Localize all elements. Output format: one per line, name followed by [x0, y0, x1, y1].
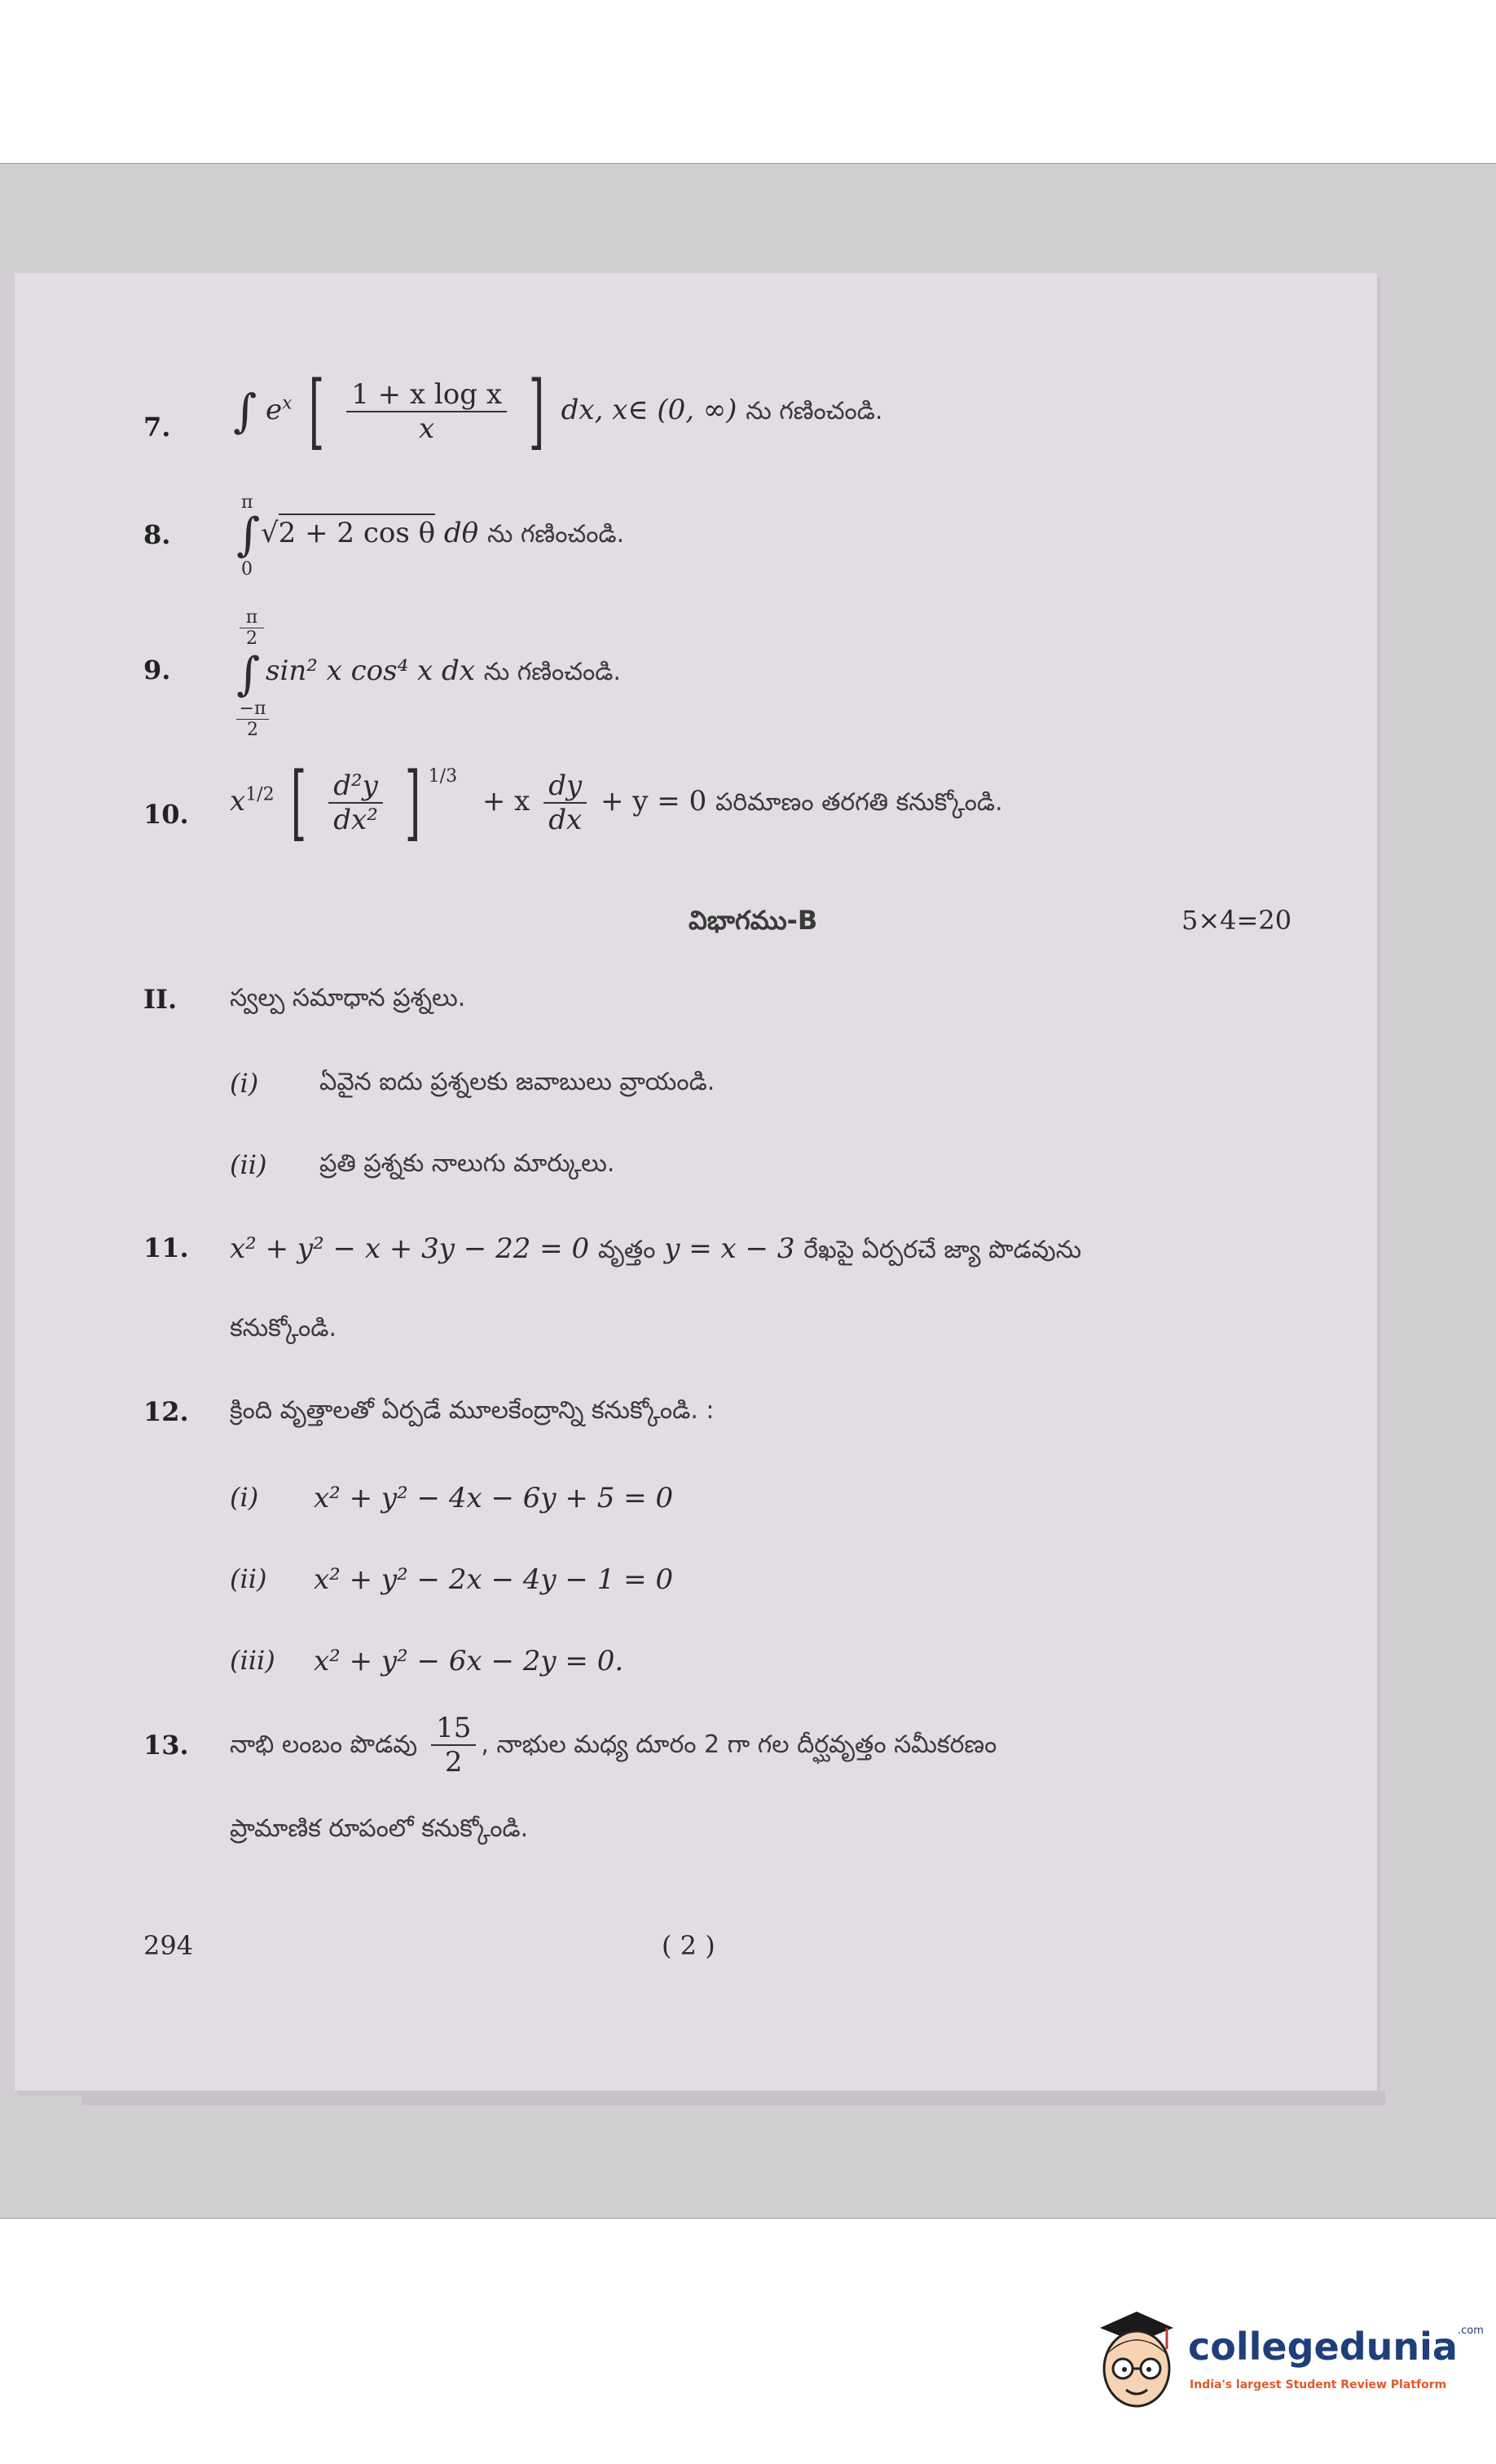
- instructions-heading: స్వల్ప సమాధాన ప్రశ్నలు.: [230, 984, 466, 1012]
- q10-instruction: పరిమాణం తరగతి కనుక్కోండి.: [715, 788, 1003, 817]
- q9-lower-den: 2: [236, 719, 269, 740]
- q10-x-exponent: 1/2: [245, 784, 275, 805]
- question-7: [233, 364, 883, 459]
- q8-differential: dθ: [443, 517, 479, 549]
- brand-text: collegedunia: [1188, 2325, 1458, 2369]
- instruction-i-text: ఏవైన ఐదు ప్రశ్నలకు జవాబులు వ్రాయండి.: [319, 1068, 715, 1096]
- left-bracket: [: [309, 364, 325, 459]
- q12-item-iii-equation: x² + y² − 6x − 2y = 0.: [314, 1645, 624, 1677]
- q12-item-iii-label: (iii): [230, 1645, 275, 1676]
- question-13-number: 13.: [143, 1730, 189, 1761]
- sheet-shadow: [81, 2091, 1385, 2105]
- q8-instruction: ను గణించండి.: [486, 520, 625, 549]
- q13-denominator: 2: [444, 1746, 463, 1779]
- question-11: [230, 1232, 1081, 1270]
- brand-tagline: India's largest Student Review Platform: [1190, 2378, 1447, 2391]
- q11-circle-word: వృత్తం: [597, 1236, 656, 1264]
- question-8-number: 8.: [143, 519, 171, 550]
- q7-denominator: x: [419, 412, 435, 445]
- q8-lower-limit: 0: [241, 559, 253, 580]
- q7-exponent: x: [282, 393, 293, 414]
- q10-x: x: [230, 785, 246, 818]
- brand-name: [1188, 2325, 1484, 2369]
- question-13: [230, 1712, 997, 1779]
- q10-power: 1/3: [428, 766, 458, 787]
- instruction-ii-text: ప్రతి ప్రశ్నకు నాలుగు మార్కులు.: [319, 1149, 615, 1178]
- q10-dx2: dx²: [333, 804, 378, 836]
- question-7-number: 7.: [143, 412, 171, 443]
- q12-item-ii-equation: x² + y² − 2x − 4y − 1 = 0: [314, 1563, 674, 1596]
- right-bracket: ]: [404, 755, 420, 850]
- question-11-number: 11.: [143, 1232, 189, 1263]
- q13-fraction: [431, 1712, 476, 1779]
- q9-integrand: sin² x cos⁴ x dx: [266, 655, 475, 687]
- q9-upper-num: π: [245, 607, 258, 628]
- q9-upper-den: 2: [240, 628, 264, 649]
- q11-instruction: రేఖపై ఏర్పరచే జ్యా పొడవును: [803, 1236, 1082, 1264]
- left-bracket: [: [291, 755, 307, 850]
- q9-lower-num: −π: [239, 699, 266, 719]
- q12-instruction: క్రింది వృత్తాలతో ఏర్పడే మూలకేంద్రాన్ని కనుక్కోండి. :: [230, 1396, 715, 1425]
- q8-radicand: 2 + 2 cos θ: [279, 514, 435, 549]
- q10-dy: dy: [543, 769, 587, 804]
- q11-circle-equation: x² + y² − x + 3y − 22 = 0: [230, 1232, 590, 1265]
- q9-upper-limit: [240, 607, 264, 649]
- q8-upper-limit: π: [241, 492, 253, 513]
- collegedunia-logo: [1092, 2307, 1484, 2421]
- q12-item-i-equation: x² + y² − 4x − 6y + 5 = 0: [314, 1482, 674, 1514]
- brand-com: .com: [1457, 2325, 1484, 2337]
- q10-dx: dx: [548, 804, 583, 836]
- question-10-number: 10.: [143, 799, 189, 830]
- q10-d2y: d²y: [328, 769, 383, 804]
- integral-sign: ∫: [236, 648, 261, 701]
- question-12-number: 12.: [143, 1396, 189, 1427]
- q9-lower-limit: [236, 699, 269, 740]
- q10-second-derivative: [328, 769, 383, 836]
- q7-tail: dx, x∈ (0, ∞): [561, 394, 737, 426]
- q9-instruction: ను గణించండి.: [483, 658, 621, 686]
- right-bracket: ]: [528, 364, 545, 459]
- question-9-number: 9.: [143, 655, 171, 685]
- instruction-ii-label: (ii): [230, 1149, 267, 1180]
- q12-item-i-label: (i): [230, 1482, 259, 1513]
- instruction-i-label: (i): [230, 1068, 259, 1099]
- q10-first-derivative: [543, 769, 587, 836]
- sqrt-icon: √: [261, 517, 279, 549]
- integral-sign: ∫: [236, 509, 261, 562]
- q13-numerator: 15: [431, 1712, 476, 1746]
- q13-instruction-b: , నాభుల మధ్య దూరం 2 గా గల దీర్ఘవృత్తం సమీకరణం: [481, 1730, 997, 1759]
- page-number: ( 2 ): [662, 1930, 715, 1961]
- q12-item-ii-label: (ii): [230, 1563, 267, 1594]
- section-title: విభాగము-B: [689, 905, 818, 936]
- q7-fraction: [346, 378, 507, 445]
- student-mascot-icon: [1092, 2310, 1181, 2413]
- integral-sign: ∫: [233, 385, 257, 439]
- instructions-number: II.: [143, 984, 178, 1015]
- q11-instruction-cont: కనుక్కోండి.: [230, 1314, 337, 1342]
- q13-instruction-c: ప్రామాణిక రూపంలో కనుక్కోండి.: [230, 1814, 529, 1843]
- paper-code: 294: [143, 1930, 194, 1961]
- exam-sheet: [15, 273, 1377, 2091]
- q7-numerator: 1 + x log x: [346, 378, 507, 412]
- q10-tail: + y = 0: [600, 785, 707, 818]
- q11-line-equation: y = x − 3: [664, 1232, 795, 1265]
- q10-mid: + x: [482, 785, 530, 818]
- q13-instruction-a: నాభి లంబం పొడవు: [230, 1730, 418, 1759]
- section-marks: 5×4=20: [1181, 905, 1292, 936]
- q7-instruction: ను గణించండి.: [746, 397, 883, 425]
- question-10: [230, 755, 1003, 850]
- q7-base: e: [266, 394, 283, 426]
